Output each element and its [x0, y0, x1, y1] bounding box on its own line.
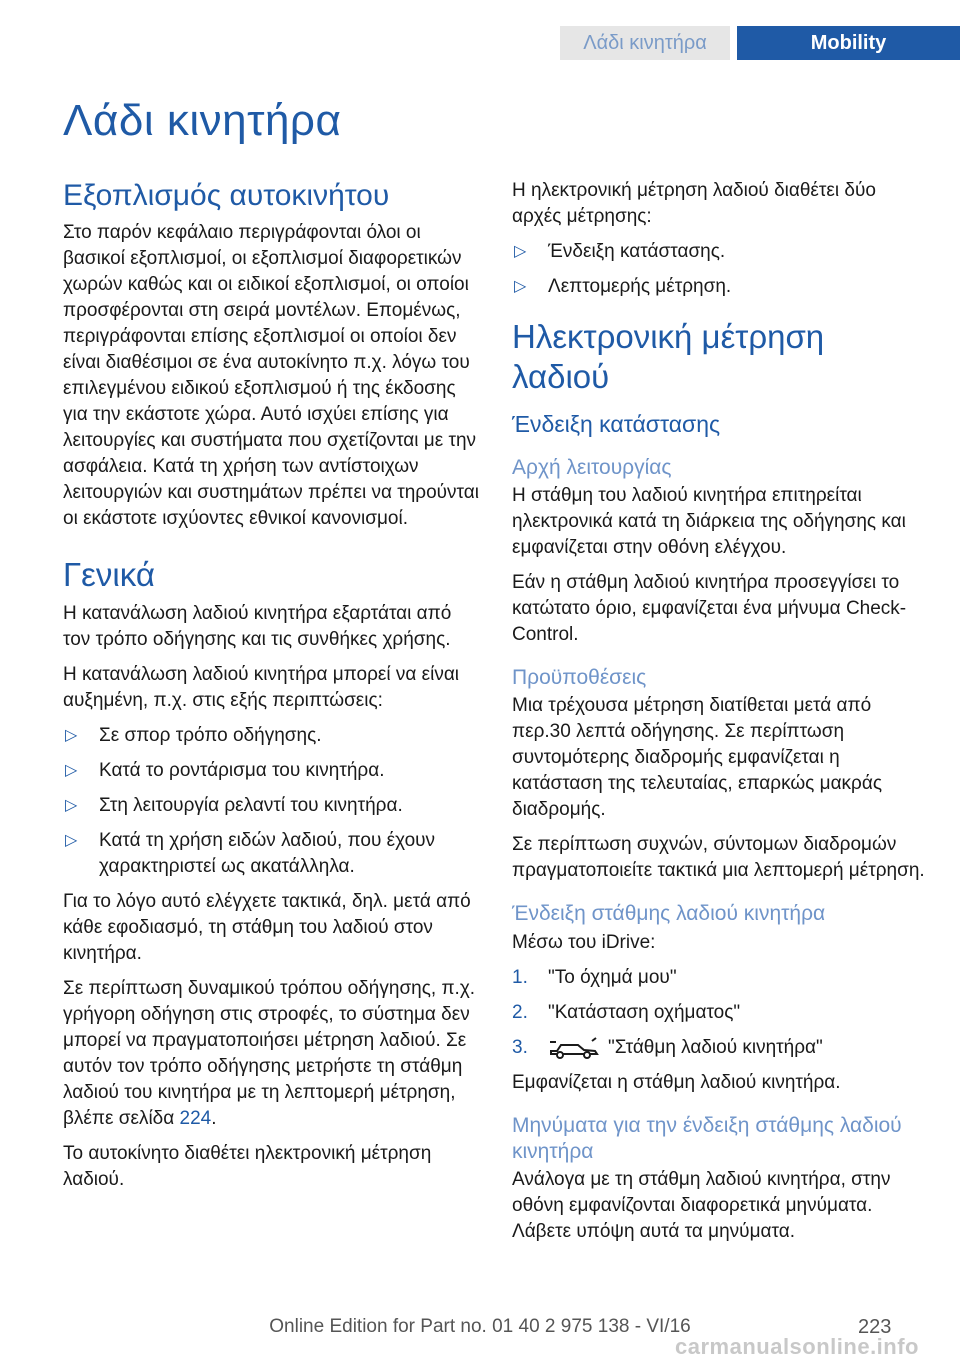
footer-edition: Online Edition for Part no. 01 40 2 975 138 - VI/16 [269, 1316, 691, 1337]
general-paragraph-5: Το αυτοκίνητο διαθέτει ηλεκτρονική μέτρηση λαδιού. [63, 1142, 432, 1190]
level-display-paragraph-2: Εμφανίζεται η στάθμη λαδιού κινητήρα. [512, 1071, 841, 1093]
general-paragraph-1: Η κατανάλωση λαδιού κινητήρα εξαρτάται από τον τρόπο οδήγησης και τις συνθήκες χρήσης. [63, 602, 452, 650]
general-paragraph-4: Σε περίπτωση δυναμικού τρόπου οδήγησης, π.χ. γρήγορη οδήγηση στις στροφές, το σύστημα δεν μπορεί να πραγματοποιήσει μέτρηση λαδιού. Σε αυτόν τον τρόπο οδήγησης μετρήστε τη στάθμη λαδιού του κινητήρα με τη λεπτομερή μέτρηση, βλέπε σελίδα 224. [63, 977, 476, 1129]
idrive-steps [512, 965, 927, 1061]
principle-paragraph-2: Εάν η στάθμη λαδιού κινητήρα προσεγγίσει το κατώτατο όριο, εμφανίζεται ένα μήνυμα Check-Control. [512, 572, 907, 646]
step-item: 2. "Κατάσταση οχήματος" [512, 1001, 741, 1023]
conditions-paragraph-1: Μια τρέχουσα μέτρηση διατίθεται μετά από περ.30 λεπτά οδήγησης. Σε περίπτωση συντομότερης διαδρομής εμφανίζεται η κατάσταση της τελευταίας, επαρκώς μακράς διαδρομής. [512, 695, 882, 821]
watermark: carmanualsonline.info [675, 1334, 919, 1359]
page-reference-link[interactable]: 224 [179, 1107, 212, 1129]
list-item: ▷ Λεπτομερής μέτρηση. [512, 274, 927, 300]
page-title: Λάδι κινητήρα [63, 96, 342, 145]
triangle-bullet-icon: ▷ [65, 761, 78, 779]
equipment-paragraph: Στο παρόν κεφάλαιο περιγράφονται όλοι οι βασικοί εξοπλισμοί, οι εξοπλισμοί διαφορετικών χωρών καθώς και οι ειδικοί εξοπλισμοί, οι οποίοι προσφέρονται στη σειρά μοντέλων. Επομένως, περιγράφονται επίσης εξοπλισμοί οι οποίοι δεν είναι διαθέσιμοι σε ένα αυτοκίνητο π.χ. λόγω του επιλεγμένου ειδικού εξοπλισμού ή της έκδοσης για την εκάστοτε χώρα. Αυτό ισχύει επίσης για λειτουργίες και συστήματα που σχετίζονται με την ασφάλεια. Κατά τη χρήση των αντίστοιχων λειτουργιών και συστημάτων πρέπει να τηρούνται οι εκάστοτε ισχύοντες εθνικοί κανονισμοί. [63, 222, 479, 529]
general-paragraph-2: Η κατανάλωση λαδιού κινητήρα μπορεί να είναι αυξημένη, π.χ. στις εξής περιπτώσεις: [63, 663, 460, 711]
step-item: 1. "Το όχημά μου" [512, 966, 677, 988]
list-item: ▷ Στη λειτουργία ρελαντί του κινητήρα. [63, 793, 483, 819]
general-paragraph-3: Για το λόγο αυτό ελέγχετε τακτικά, δηλ. μετά από κάθε εφοδιασμό, τη στάθμη του λαδιού στον κινητήρα. [63, 890, 471, 964]
car-icon [548, 1037, 600, 1059]
list-item: ▷ Ένδειξη κατάστασης. [512, 239, 927, 265]
conditions-list [63, 723, 483, 880]
triangle-bullet-icon: ▷ [65, 796, 78, 814]
triangle-bullet-icon: ▷ [65, 726, 78, 744]
messages-heading: Μηνύματα για την ένδειξη στάθμης λαδιού κινητήρα [512, 1113, 902, 1163]
principle-paragraph-1: Η στάθμη του λαδιού κινητήρα επιτηρείται ηλεκτρονικά κατά τη διάρκεια της οδήγησης και εμφανίζεται στην οθόνη ελέγχου. [512, 485, 906, 559]
status-display-heading: Ένδειξη κατάστασης [512, 411, 721, 438]
page-header [0, 0, 960, 62]
general-heading: Γενικά [63, 556, 155, 593]
intro-paragraph: Η ηλεκτρονική μέτρηση λαδιού διαθέτει δύο αρχές μέτρησης: [512, 180, 876, 227]
header-chapter-tab: Mobility [737, 26, 960, 60]
left-column [63, 178, 483, 1202]
triangle-bullet-icon: ▷ [514, 243, 527, 260]
list-item: ▷ Σε σπορ τρόπο οδήγησης. [63, 723, 483, 749]
triangle-bullet-icon: ▷ [65, 831, 78, 849]
level-display-heading: Ένδειξη στάθμης λαδιού κινητήρα [512, 902, 826, 926]
level-display-paragraph-1: Μέσω του iDrive: [512, 931, 656, 953]
page-number: 223 [858, 1316, 892, 1338]
conditions-paragraph-2: Σε περίπτωση συχνών, σύντομων διαδρομών πραγματοποιείτε τακτικά μια λεπτομερή μέτρηση. [512, 834, 925, 882]
messages-paragraph: Ανάλογα με τη στάθμη λαδιού κινητήρα, στην οθόνη εμφανίζονται διαφορετικά μηνύματα. Λάβετε υπόψη αυτά τα μηνύματα. [512, 1169, 891, 1243]
header-section-tab: Λάδι κινητήρα [560, 26, 730, 60]
conditions-heading: Προϋποθέσεις [512, 666, 647, 690]
step-item: 3. "Στάθμη λαδιού κινητήρα" [512, 1036, 823, 1058]
electronic-measurement-heading: Ηλεκτρονική μέτρηση λαδιού [512, 318, 825, 395]
list-item: ▷ Κατά τη χρήση ειδών λαδιού, που έχουν χαρακτηριστεί ως ακατάλληλα. [65, 829, 436, 877]
principles-list [512, 239, 927, 300]
right-column [512, 178, 927, 1254]
equipment-heading: Εξοπλισμός αυτοκινήτου [63, 179, 390, 212]
principle-heading: Αρχή λειτουργίας [512, 455, 672, 479]
triangle-bullet-icon: ▷ [514, 278, 527, 295]
list-item: ▷ Κατά το ροντάρισμα του κινητήρα. [63, 758, 483, 784]
